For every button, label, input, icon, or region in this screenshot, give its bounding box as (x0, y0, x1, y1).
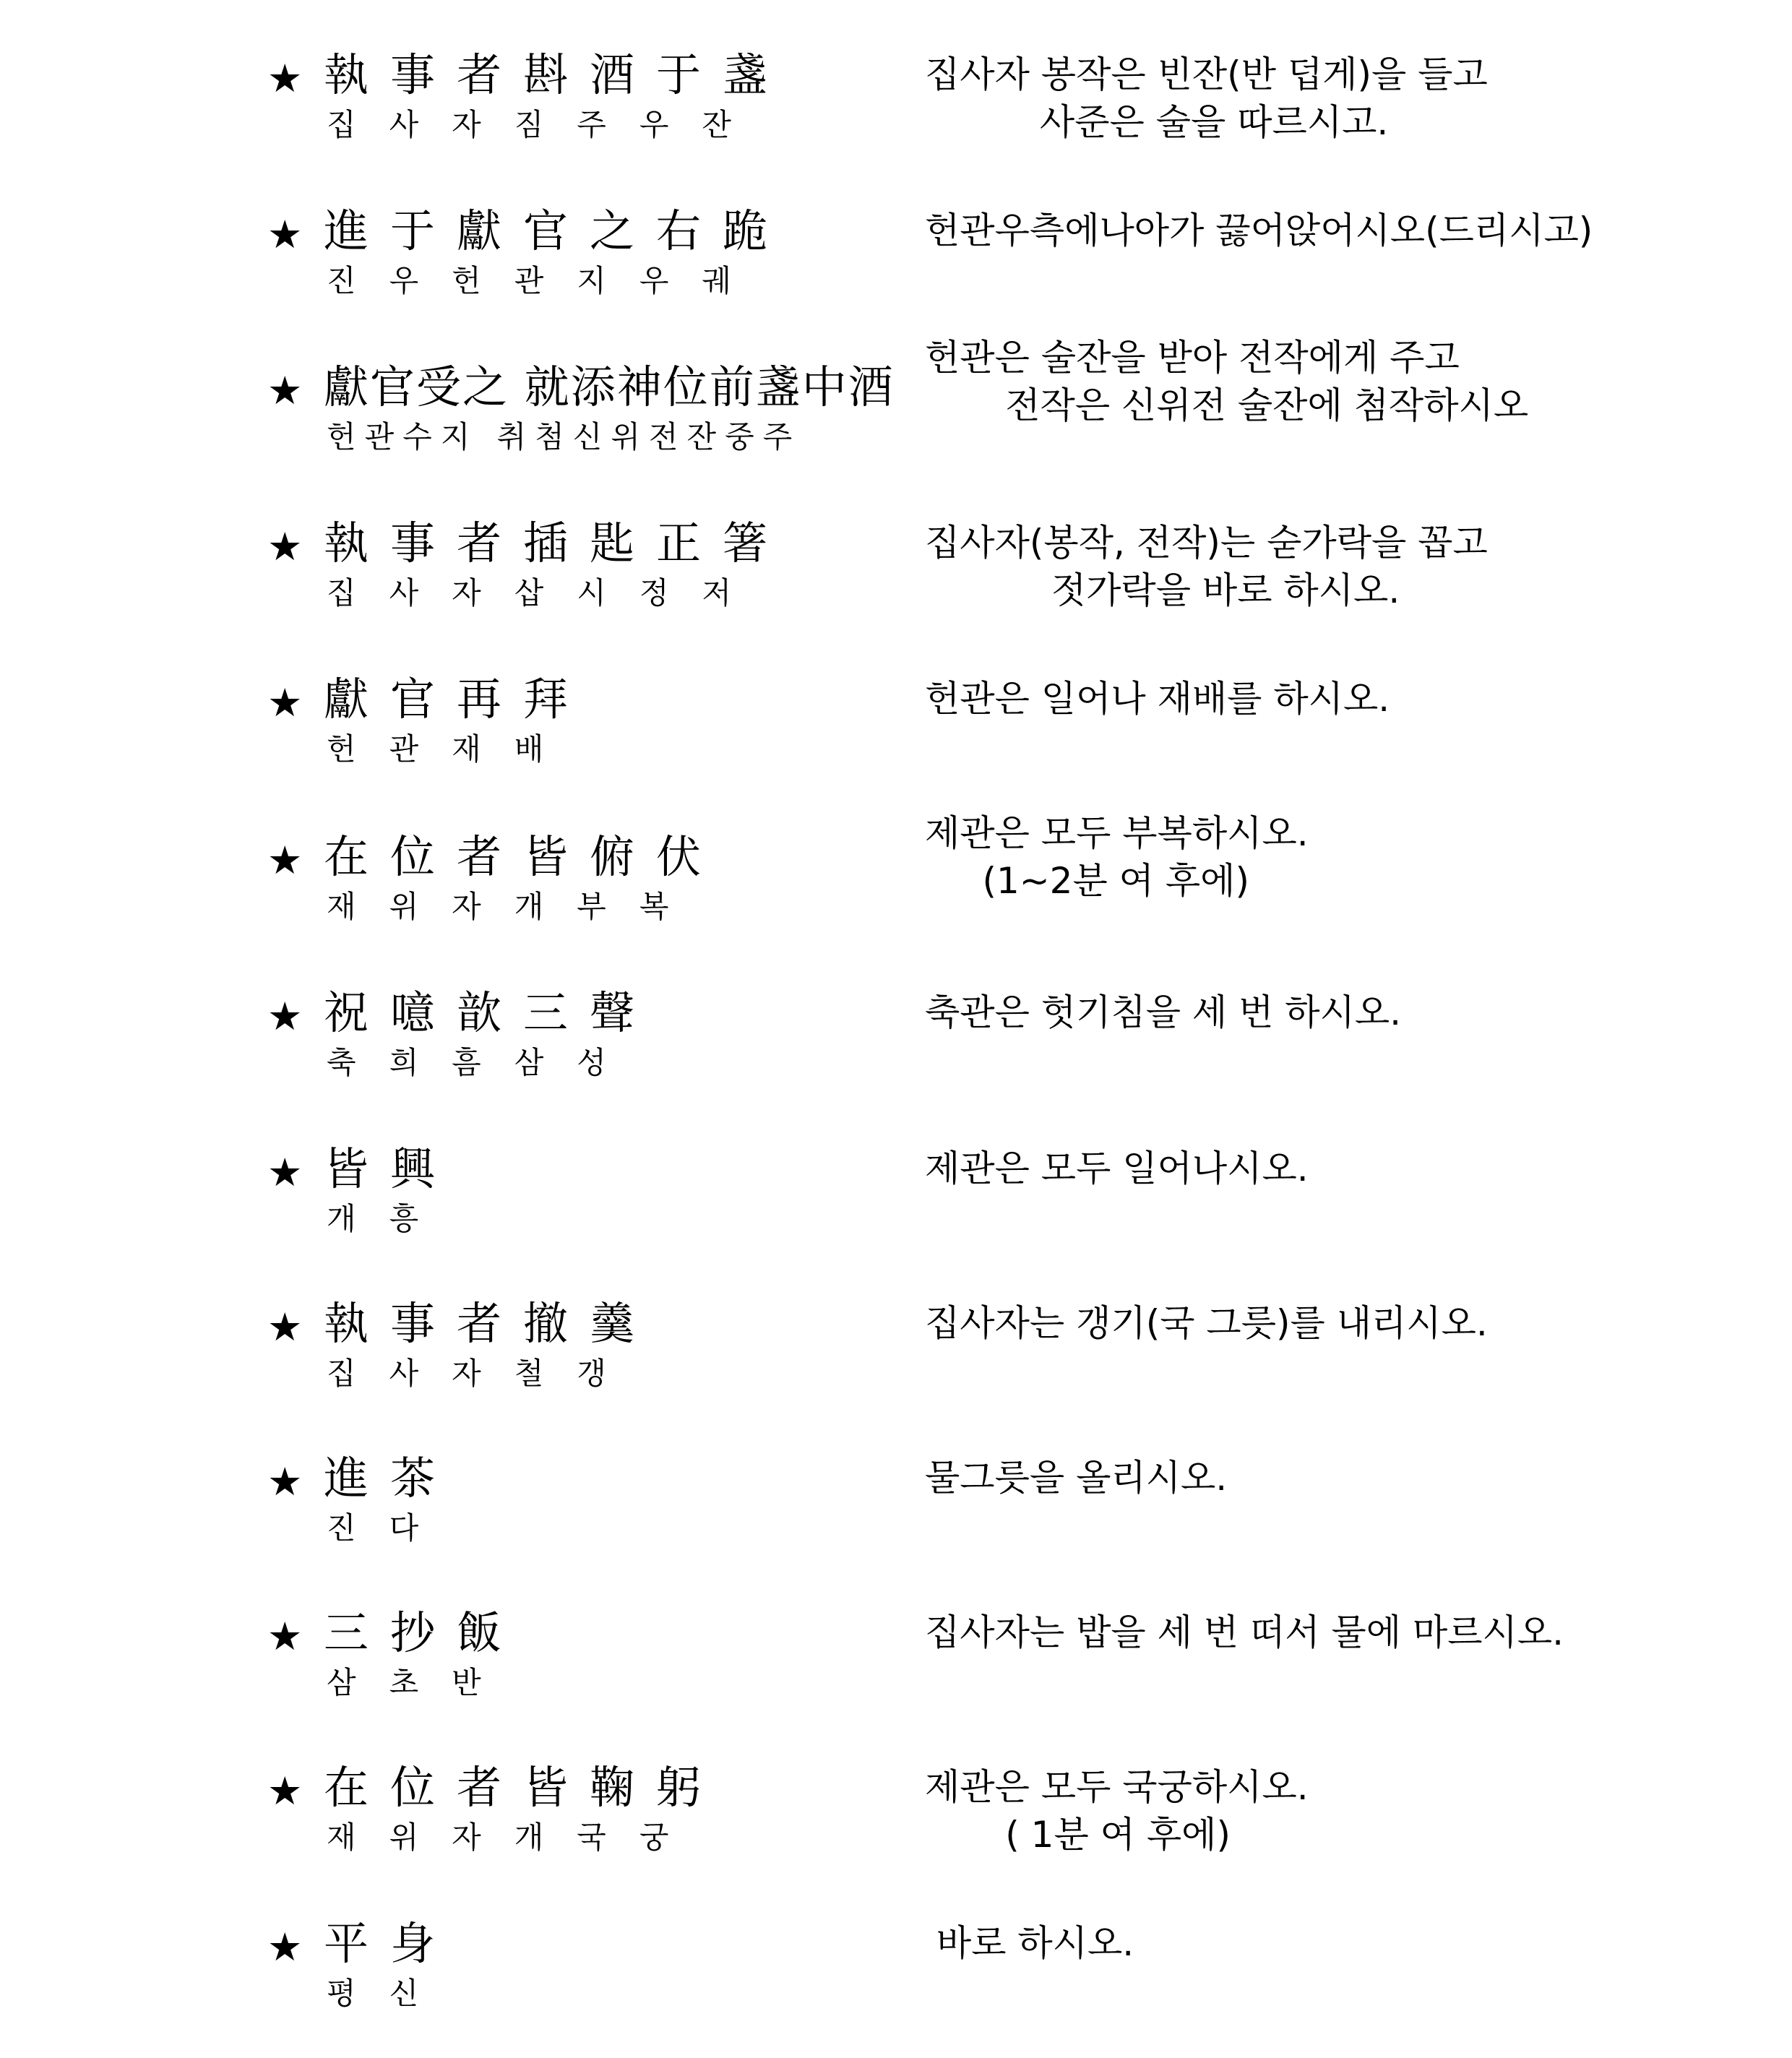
hangul-reading: 재위자개국궁 (327, 1820, 702, 1855)
ritual-entry (0, 1448, 1792, 1593)
hanja-instruction: 獻官再拜 (324, 673, 590, 726)
korean-translation: 집사자는 갱기(국 그릇)를 내리시오. (925, 1302, 1488, 1344)
hangul-reading: 개흥 (327, 1201, 452, 1236)
korean-translation: 집사자(봉작, 전작)는 숟가락을 꼽고 젓가락을 바로 하시오. (925, 522, 1488, 611)
ritual-entry (0, 45, 1792, 189)
hanja-instruction: 三抄飯 (324, 1606, 524, 1659)
star-icon: ★ (267, 524, 303, 569)
star-icon: ★ (267, 1459, 303, 1504)
star-icon: ★ (267, 212, 303, 257)
hanja-instruction: 在位者皆鞠躬 (324, 1761, 723, 1814)
hangul-reading: 집사자철갱 (327, 1356, 639, 1391)
ritual-entry (0, 1913, 1792, 2058)
star-icon: ★ (267, 1614, 303, 1659)
hangul-reading: 헌관재배 (327, 731, 577, 767)
hangul-reading: 삼초반 (327, 1665, 514, 1700)
korean-translation: 집사자는 밥을 세 번 떠서 물에 마르시오. (925, 1611, 1564, 1653)
hanja-instruction: 在位者皆俯伏 (324, 830, 723, 883)
korean-translation: 헌관은 일어나 재배를 하시오. (925, 678, 1390, 720)
korean-translation: 헌관은 술잔을 받아 전작에게 주고 전작은 신위전 술잔에 첨작하시오 (925, 337, 1529, 426)
korean-translation: 집사자 봉작은 빈잔(반 덥게)을 들고 사준은 술을 따르시고. (925, 53, 1488, 143)
ritual-entry (0, 1603, 1792, 1747)
hanja-instruction: 祝噫歆三聲 (324, 986, 657, 1039)
korean-translation: 축관은 헛기침을 세 번 하시오. (925, 991, 1402, 1033)
korean-translation: 제관은 모두 일어나시오. (925, 1148, 1309, 1189)
hanja-instruction: 執事者斟酒于盞 (324, 48, 790, 101)
hangul-reading: 평신 (327, 1976, 452, 2011)
ritual-entry (0, 337, 1792, 501)
star-icon: ★ (267, 838, 303, 883)
ritual-entry (0, 513, 1792, 658)
ritual-entry (0, 1757, 1792, 1902)
korean-translation: 제관은 모두 국궁하시오. ( 1분 여 후에) (925, 1766, 1309, 1856)
hanja-instruction: 皆興 (324, 1142, 457, 1195)
hanja-instruction: 執事者撤羹 (324, 1297, 657, 1350)
hanja-instruction: 平身 (324, 1917, 457, 1970)
korean-translation: 물그릇을 올리시오. (925, 1457, 1228, 1499)
star-icon: ★ (267, 1150, 303, 1195)
ritual-entry (0, 812, 1792, 971)
star-icon: ★ (267, 1304, 303, 1350)
star-icon: ★ (267, 680, 303, 726)
ritual-entry (0, 669, 1792, 814)
hanja-instruction: 獻官受之 就添神位前盞中酒 (324, 361, 895, 413)
hangul-reading: 집사자삽시정저 (327, 575, 765, 611)
korean-translation: 바로 하시오. (925, 1922, 1134, 1964)
star-icon: ★ (267, 994, 303, 1039)
ritual-entry (0, 1293, 1792, 1438)
star-icon: ★ (267, 368, 303, 413)
korean-translation: 헌관우측에나아가 끓어앉어시오(드리시고) (925, 210, 1593, 251)
ritual-entry (0, 201, 1792, 345)
ritual-entry (0, 1139, 1792, 1283)
ritual-entry (0, 983, 1792, 1127)
hangul-reading: 축희흠삼성 (327, 1045, 639, 1080)
hanja-instruction: 進于獻官之右跪 (324, 204, 790, 257)
hanja-instruction: 進茶 (324, 1452, 457, 1504)
star-icon: ★ (267, 1924, 303, 1970)
hanja-instruction: 執事者插匙正箸 (324, 517, 790, 569)
hangul-reading: 집사자짐주우잔 (327, 107, 765, 142)
korean-translation: 제관은 모두 부복하시오. (1~2분 여 후에) (925, 812, 1309, 902)
hangul-reading: 진다 (327, 1510, 452, 1546)
hangul-reading: 진우헌관지우궤 (327, 263, 765, 298)
star-icon: ★ (267, 56, 303, 101)
hangul-reading: 재위자개부복 (327, 889, 702, 924)
star-icon: ★ (267, 1768, 303, 1814)
hangul-reading: 헌관수지 취첨신위전잔중주 (327, 419, 801, 455)
